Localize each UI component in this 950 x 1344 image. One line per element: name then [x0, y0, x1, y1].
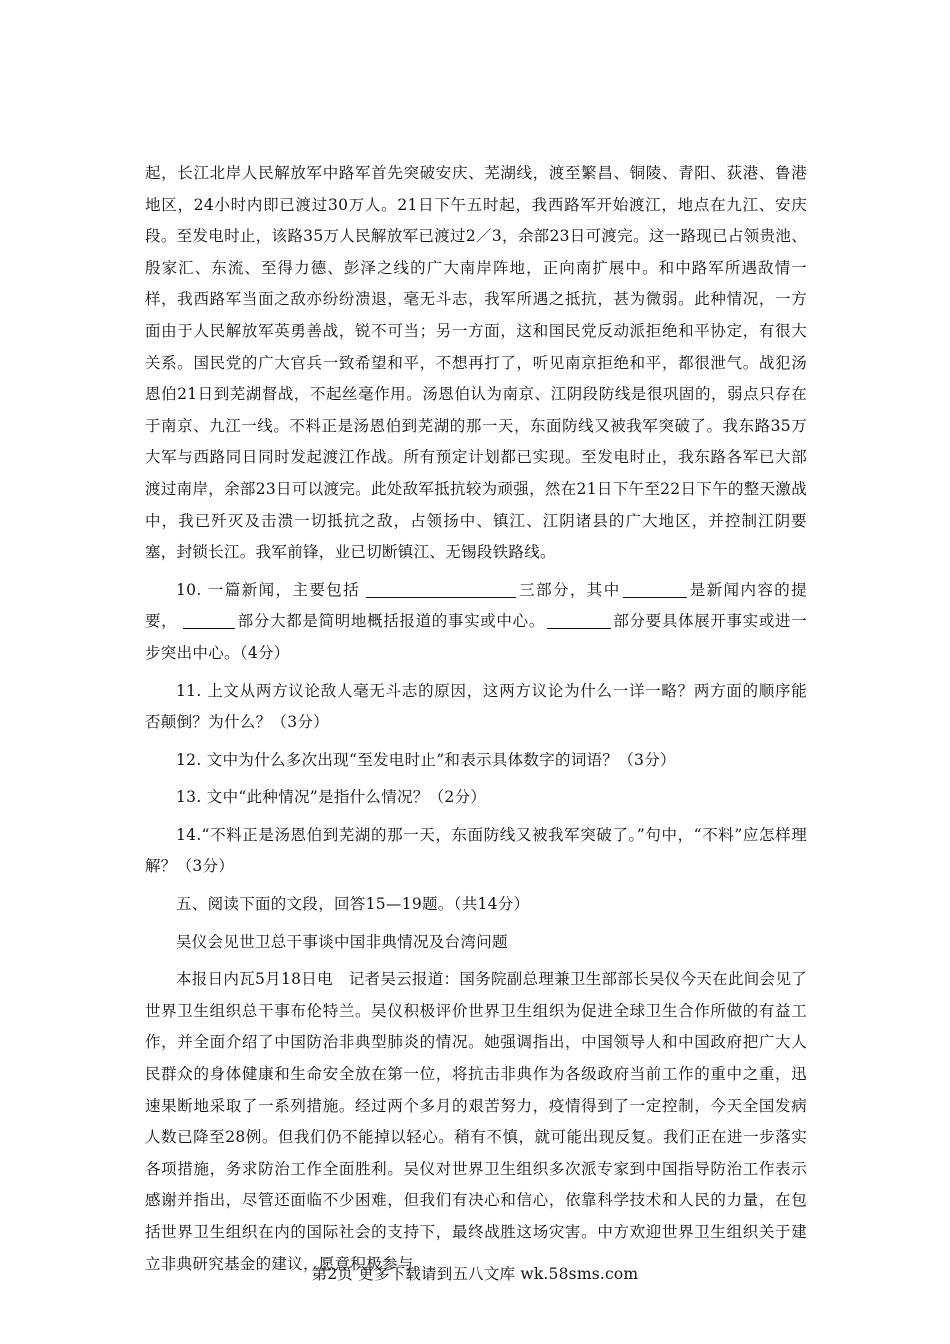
- article-body: 本报日内瓦5月18日电 记者吴云报道：国务院副总理兼卫生部部长吴仪今天在此间会见了世界卫生组织总干事布伦特兰。吴仪积极评价世界卫生组织为促进全球卫生合作所做的有益工作，并全面介绍了中国防治非典型肺炎的情况。她强调指出，中国领导人和中国政府把广大人民群众的身体健康和生命安全放在第一位，将抗击非典作为各级政府当前工作的重中之重，迅速果断地采取了一系列措施。经过两个多月的艰苦努力，疫情得到了一定控制，今天全国发病人数已降至28例。但我们仍不能掉以轻心。稍有不慎，就可能出现反复。我们正在进一步落实各项措施，务求防治工作全面胜利。吴仪对世界卫生组织多次派专家到中国指导防治工作表示感谢并指出，尽管还面临不少困难，但我们有决心和信心，依靠科学技术和人民的力量，在包括世界卫生组织在内的国际社会的支持下，最终战胜这场灾害。中方欢迎世界卫生组织关于建立非典研究基金的建议，愿意积极参与。: [145, 970, 807, 1273]
- answer-blank-3[interactable]: [183, 612, 235, 629]
- answer-blank-2[interactable]: [623, 580, 687, 597]
- question-10-text-4: 部分大都是简明地概括报道的事实或中心。: [237, 612, 545, 631]
- question-10: [145, 575, 807, 670]
- question-10-text-5: 部分要具体展开事实或进一步突出中心。（4分）: [145, 612, 807, 662]
- answer-blank-1[interactable]: [366, 580, 516, 597]
- question-11: 11. 上文从两方议论敌人毫无斗志的原因，这两方议论为什么一详一略？两方面的顺序能否颠倒？为什么？（3分）: [145, 681, 807, 732]
- page-footer: 第2页 更多下载请到五八文库 wk.58sms.com: [311, 1265, 639, 1283]
- question-10-text-1: 10. 一篇新闻，主要包括: [176, 580, 361, 599]
- question-13: 13. 文中“此种情况”是指什么情况？（2分）: [176, 788, 487, 807]
- news-passage: 起，长江北岸人民解放军中路军首先突破安庆、芜湖线，渡至繁昌、铜陵、青阳、荻港、鲁港地区，24小时内即已渡过30万人。21日下午五时起，我西路军开始渡江，地点在九江、安庆段。至发电时止，该路35万人民解放军已渡过2／3，余部23日可渡完。这一路现已占领贵池、殷家汇、东流、至得力德、彭泽之线的广大南岸阵地，正向南扩展中。和中路军所遇敌情一样，我西路军当面之敌亦纷纷溃退，毫无斗志，我军所遇之抵抗，甚为微弱。此种情况，一方面由于人民解放军英勇善战，锐不可当；另一方面，这和国民党反动派拒绝和平协定，有很大关系。国民党的广大官兵一致希望和平，不想再打了，听见南京拒绝和平，都很泄气。战犯汤恩伯21日到芜湖督战，不起丝毫作用。汤恩伯认为南京、江阴段防线是很巩固的，弱点只存在于南京、九江一线。不料正是汤恩伯到芜湖的那一天，东面防线又被我军突破了。我东路35万大军与西路同日同时发起渡江作战。所有预定计划都已实现。至发电时止，我东路各军已大部渡过南岸，余部23日可以渡完。此处敌军抵抗较为顽强，然在21日下午至22日下午的整天激战中，我已歼灭及击溃一切抵抗之敌，占领扬中、镇江、江阴诸县的广大地区，并控制江阴要塞，封锁长江。我军前锋，业已切断镇江、无锡段铁路线。: [145, 164, 807, 562]
- answer-blank-4[interactable]: [547, 612, 611, 629]
- question-10-text-3: 是新闻内容的提要，: [145, 580, 807, 631]
- section-5-heading: 五、阅读下面的文段，回答15—19题。（共14分）: [176, 895, 530, 914]
- question-10-text-2: 三部分，其中: [518, 580, 621, 599]
- article-title: 吴仪会见世卫总干事谈中国非典情况及台湾问题: [176, 932, 508, 951]
- document-content: [145, 158, 807, 1280]
- question-12: 12. 文中为什么多次出现“至发电时止”和表示具体数字的词语？（3分）: [176, 750, 676, 769]
- question-14: 14.“不料正是汤恩伯到芜湖的那一天，东面防线又被我军突破了。”句中，“不料”应怎样理解？（3分）: [145, 825, 807, 876]
